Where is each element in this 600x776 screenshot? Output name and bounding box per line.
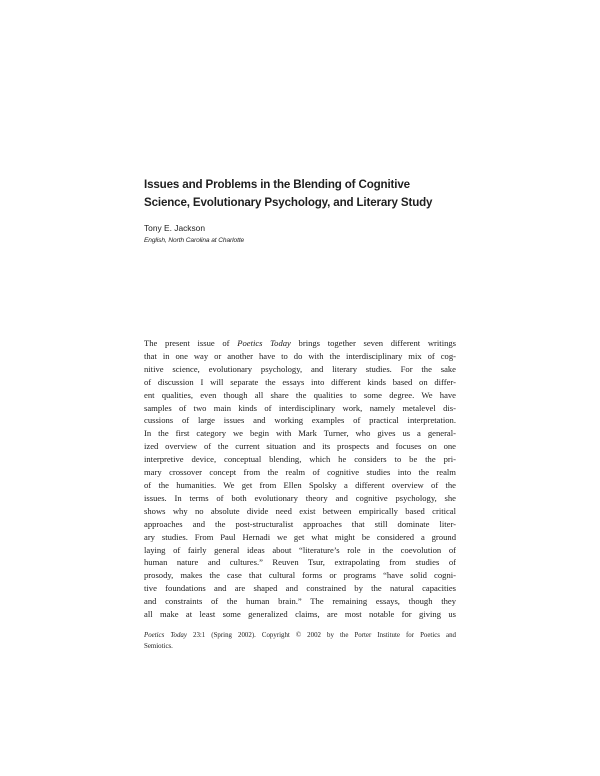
- author-affiliation: English, North Carolina at Charlotte: [144, 237, 245, 244]
- body-line: interpretive device, conceptual blending, which he considers to be the pri-: [144, 454, 456, 465]
- body-line: issues. In terms of both evolutionary theory and cognitive psychology, she: [144, 492, 456, 503]
- body-line: prosody, makes the case that cultural forms or programs “have solid cogni-: [144, 570, 456, 581]
- body-line: nitive science, evolutionary psychology, and literary studies. For the sake: [144, 363, 456, 374]
- author-name: Tony E. Jackson: [144, 223, 205, 233]
- footnote-line: [144, 631, 456, 642]
- body-line: approaches and the post-structuralist approaches that still dominate liter-: [144, 518, 456, 529]
- body-paragraph: [144, 337, 456, 621]
- body-line: In the first category we begin with Mark Turner, who gives us a general-: [144, 428, 456, 439]
- body-line: cussions of large issues and working examples of practical interpretation.: [144, 415, 456, 426]
- body-line-end: brings together seven different writings: [290, 338, 457, 348]
- article-title-line: Science, Evolutionary Psychology, and Literary Study: [144, 196, 433, 209]
- body-line: mary crossover concept from the realm of cognitive studies into the realm: [144, 467, 456, 478]
- footnote-citation: 23:1 (Spring 2002). Copyright © 2002 by the Porter Institute for Poetics and: [186, 632, 456, 639]
- footnote-journal-name: Poetics Today: [144, 632, 187, 639]
- copyright-footnote: [144, 631, 456, 652]
- body-line: all make at least some generalized claims, are most notable for giving us: [144, 609, 456, 620]
- footnote-line: Semiotics.: [144, 642, 173, 650]
- body-line: shows why no absolute divide need exist between empirically based critical: [144, 505, 456, 516]
- body-line-start: The present issue of: [144, 338, 238, 348]
- journal-name: Poetics Today: [237, 338, 291, 348]
- article-title: [144, 176, 464, 212]
- body-line: tive foundations and are shaped and constrained by the natural capacities: [144, 583, 456, 594]
- body-line: [144, 337, 456, 350]
- body-line: that in one way or another have to do with the interdisciplinary mix of cog-: [144, 350, 456, 361]
- body-line: ent qualities, even though all share the qualities to some degree. We have: [144, 389, 456, 400]
- body-line: ized overview of the current situation and its prospects and focuses on one: [144, 441, 456, 452]
- body-line: of discussion I will separate the essays into different kinds based on differ-: [144, 376, 456, 387]
- body-line: of the humanities. We get from Ellen Spolsky a different overview of the: [144, 479, 456, 490]
- body-line: laying of fairly general ideas about “literature’s role in the coevolution of: [144, 544, 456, 555]
- body-line: samples of two main kinds of interdisciplinary work, namely metalevel dis-: [144, 402, 456, 413]
- body-line: and constraints of the human brain.” The remaining essays, though they: [144, 596, 456, 607]
- body-line: human nature and cultures.” Reuven Tsur, extrapolating from studies of: [144, 557, 456, 568]
- body-line: ary studies. From Paul Hernadi we get what might be considered a ground: [144, 531, 456, 542]
- article-title-line: Issues and Problems in the Blending of Cognitive: [144, 178, 410, 191]
